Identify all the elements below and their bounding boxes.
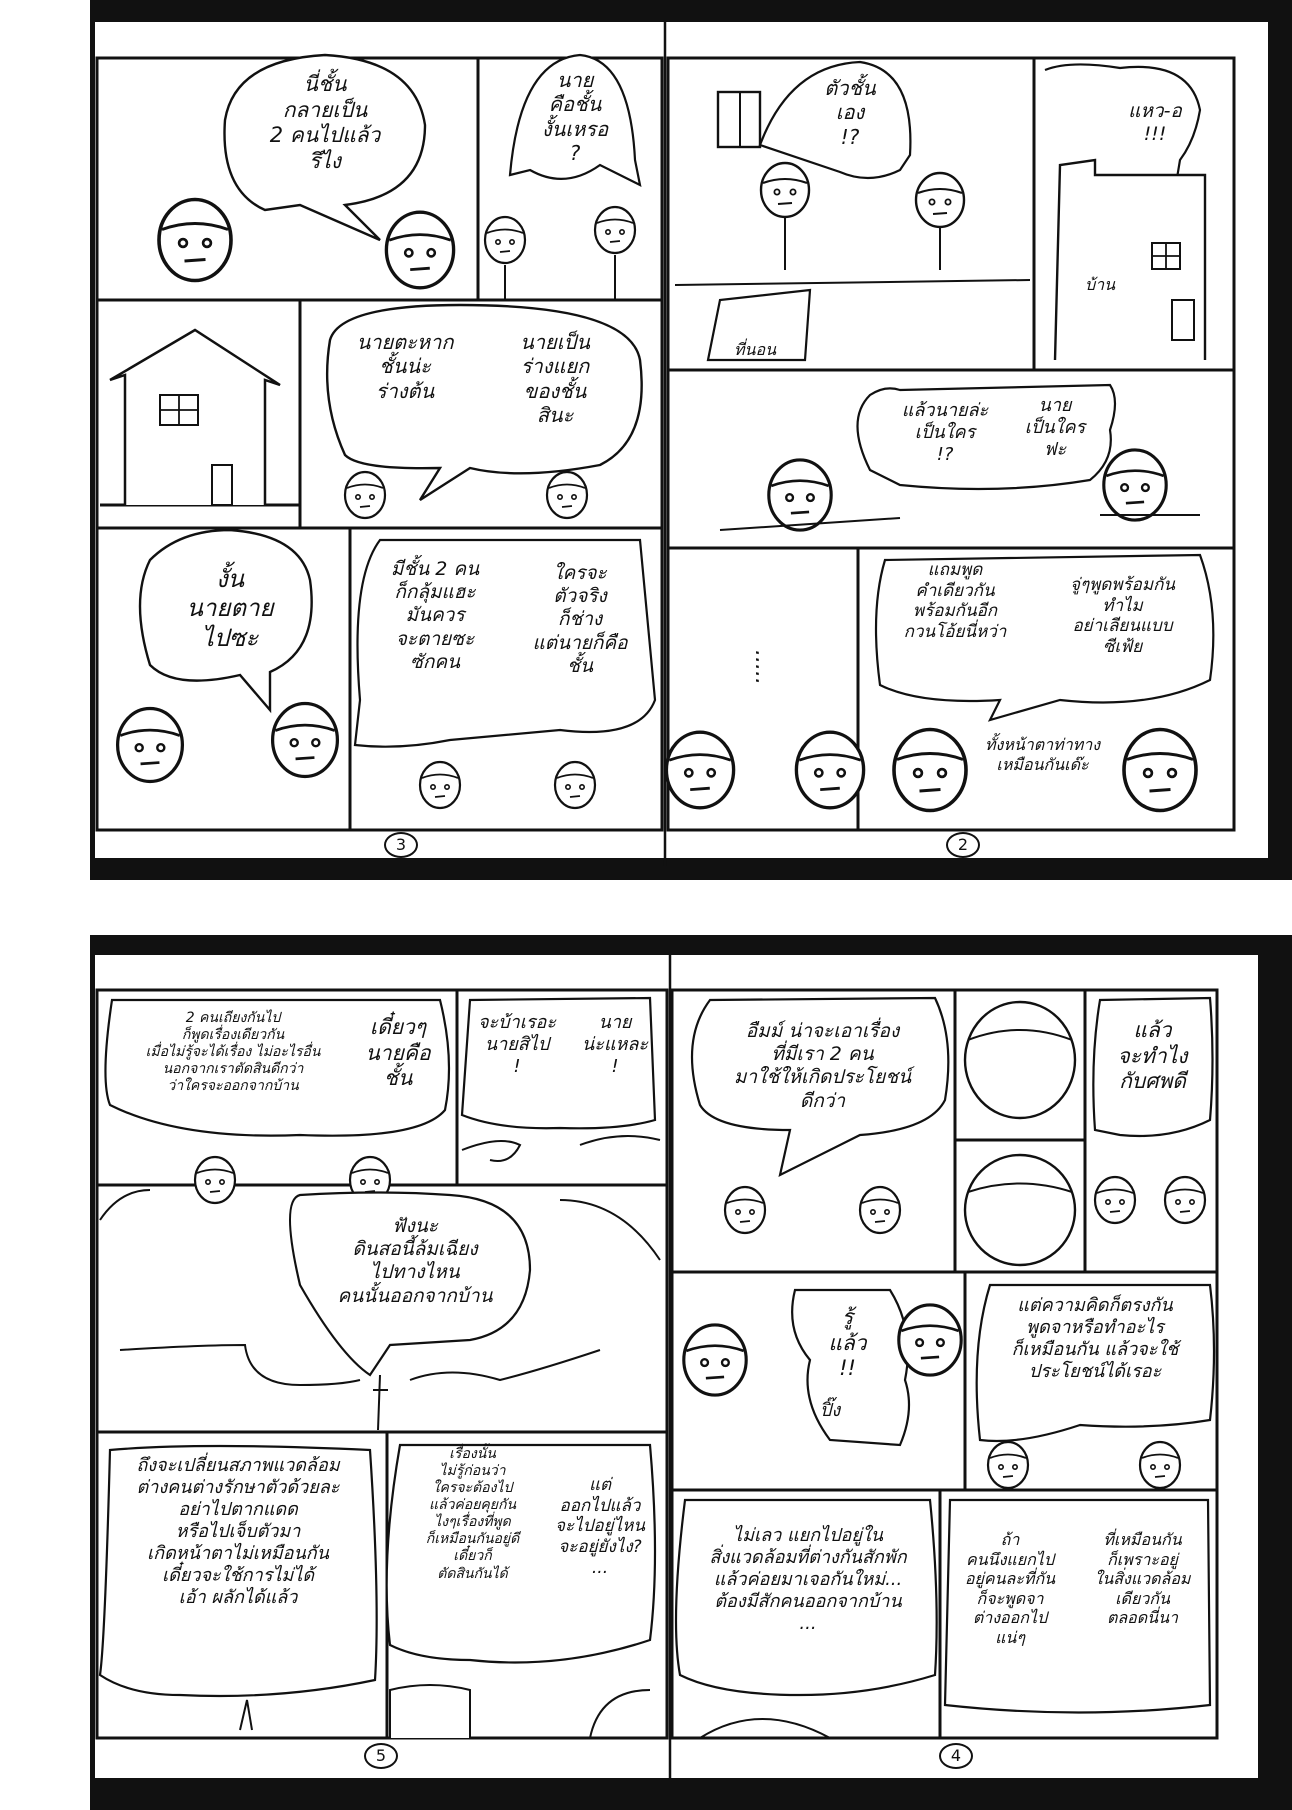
page-number-4: 4 <box>939 1743 973 1769</box>
page-number-2: 2 <box>946 832 980 858</box>
p2-bubble-2: แหว-อ !!! <box>1128 100 1182 146</box>
p3-bubble-4-left: นายตะหาก ชั้นน่ะ ร่างต้น <box>356 330 454 403</box>
p3-bubble-6-right: ใครจะ ตัวจริง ก็ช่าง แต่นายก็คือ ชั้น <box>532 562 628 677</box>
p5-bubble-5-left: เรื่องนั้น ไม่รู้ก่อนว่า ใครจะต้องไป แล้วค่อยคุยกัน ไงๆเรื่องที่พูด ก็เหมือนกันอยู่ดี เดี๋ยวก็ ตัดสินกันได้ <box>425 1446 520 1582</box>
p2-caption-5: ทั้งหน้าตาท่าทาง เหมือนกันเด๊ะ <box>984 735 1101 774</box>
page-number-3: 3 <box>384 832 418 858</box>
p2-bubble-3-right: นาย เป็นใคร ฟะ <box>1024 395 1086 460</box>
p2-label-bed: ที่นอน <box>733 340 777 359</box>
p4-bubble-5: แต่ความคิดก็ตรงกัน พูดจาหรือทำอะไร ก็เหมือนกัน แล้วจะใช้ ประโยชน์ได้เรอะ <box>1011 1295 1179 1382</box>
p4-bubble-7-left: ถ้า คนนึงแยกไป อยู่คนละที่กัน ก็จะพูดจา ต่างออกไป แน่ๆ <box>964 1530 1056 1647</box>
p3-bubble-2: นาย คือชั้น งั้นเหรอ ? <box>541 68 609 166</box>
p4-bubble-1: อืมม์ น่าจะเอาเรื่อง ที่มีเรา 2 คน มาใช้ให้เกิดประโยชน์ ดีกว่า <box>733 1020 912 1112</box>
p2-bubble-5-left: แถมพูด คำเดียวกัน พร้อมกันอีก กวนโอ้ยนี่หว่า <box>903 560 1007 643</box>
p5-bubble-2-left: จะบ้าเรอะ นายสิไป ! <box>477 1012 557 1077</box>
p3-bubble-6-left: มีชั้น 2 คน ก็กลุ้มแฮะ มันควร จะตายซะ ซักคน <box>390 558 480 673</box>
p4-bubble-3: แล้ว จะทำไง กับศพดี <box>1117 1018 1188 1094</box>
p5-bubble-5-right: แต่ ออกไปแล้ว จะไปอยู่ไหน จะอยู่ยังไง? ... <box>555 1475 645 1578</box>
p4-bubble-4: รู้ แล้ว !! <box>828 1305 867 1381</box>
p2-bubble-1: ตัวชั้น เอง !? <box>824 76 876 149</box>
p4-bubble-7-right: ที่เหมือนกัน ก็เพราะอยู่ ในสิ่งแวดล้อม เดียวกัน ตลอดนี่นา <box>1094 1530 1191 1628</box>
p5-caption-4: ถึงจะเปลี่ยนสภาพแวดล้อม ต่างคนต่างรักษาตัวด้วยละ อย่าไปตากแดด หรือไปเจ็บตัวมา เกิดหน้าตาไม่เหมือนกัน เดี๋ยวจะใช้การไม่ได้ เอ้า ผลักได้แล้ว <box>136 1455 340 1608</box>
p4-sfx: ปิ๊ง <box>819 1400 841 1421</box>
p2-dots: ..... <box>750 650 775 685</box>
p5-bubble-2-right: นาย น่ะแหละ ! <box>581 1012 649 1077</box>
p3-bubble-4-right: นายเป็น ร่างแยก ของชั้น สินะ <box>520 330 590 428</box>
p5-caption-1: 2 คนเถียงกันไป ก็พูดเรื่องเดียวกัน เมื่อไม่รู้จะได้เรื่อง ไม่อะไรอื่น นอกจากเราตัดสินดีกว่า ว่าใครจะออกจากบ้าน <box>145 1010 321 1095</box>
p5-bubble-1: เดี๋ยวๆ นายคือ ชั้น <box>365 1015 431 1091</box>
p3-bubble-5: งั้น นายตาย ไปซะ <box>186 565 274 652</box>
p4-bubble-6: ไม่เลว แยกไปอยู่ใน สิ่งแวดล้อมที่ต่างกันสักพัก แล้วค่อยมาเจอกันใหม่... ต้องมีสักคนออกจากบ้าน ... <box>709 1525 907 1634</box>
page-number-5: 5 <box>364 1743 398 1769</box>
p2-label-house: บ้าน <box>1084 275 1116 294</box>
p5-bubble-3: ฟังนะ ดินสอนี้ล้มเฉียง ไปทางไหน คนนั้นออกจากบ้าน <box>337 1215 493 1307</box>
p2-bubble-3-left: แล้วนายล่ะ เป็นใคร !? <box>901 400 989 465</box>
p3-bubble-1: นี่ชั้น กลายเป็น 2 คนไปแล้ว รึไง <box>269 72 381 173</box>
p2-bubble-5-right: จู่ๆพูดพร้อมกัน ทำไม อย่าเลียนแบบ ซีเฟ้ย <box>1069 575 1175 658</box>
